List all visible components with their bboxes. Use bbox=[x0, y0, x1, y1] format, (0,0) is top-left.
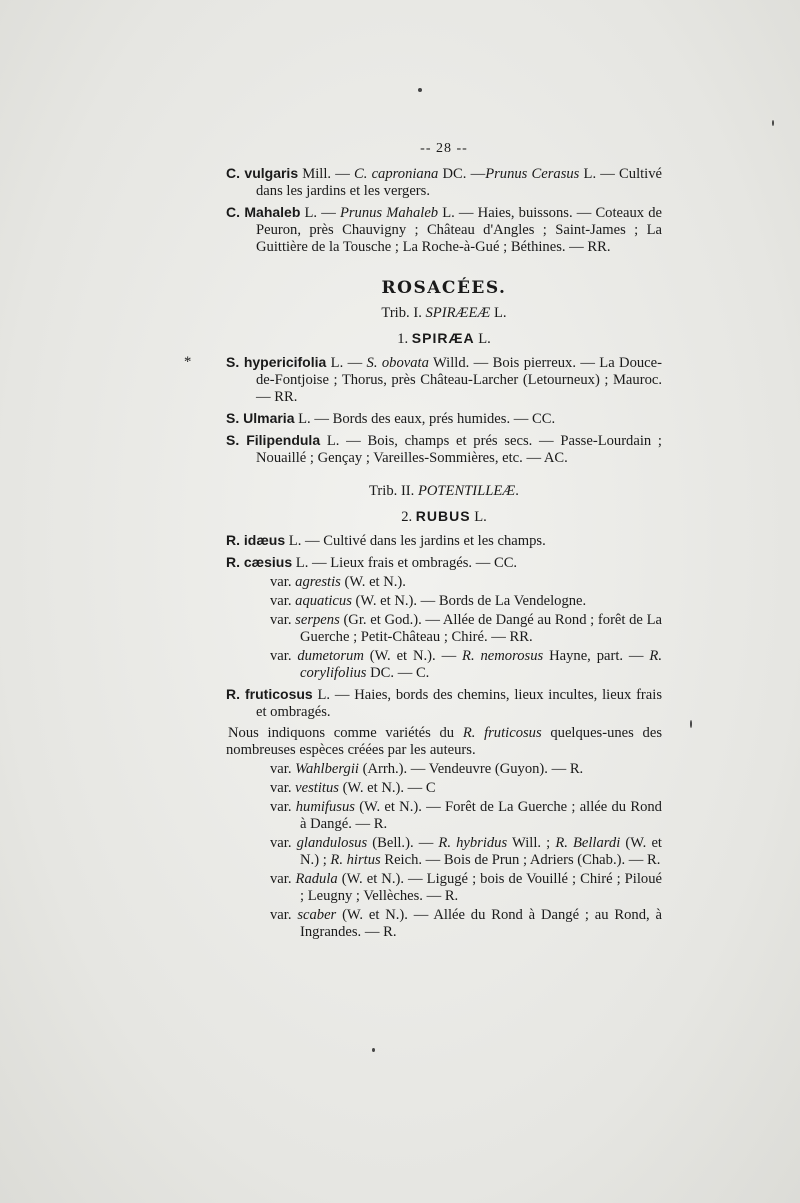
ink-speck bbox=[772, 120, 774, 126]
entry-r-idaeus: R. idæus L. — Cultivé dans les jardins et les champs. bbox=[226, 532, 546, 549]
variety-line: var. serpens (Gr. et God.). — Allée de Dangé au Rond ; forêt de La Guerche ; Petit-Château ; Chiré. — RR. bbox=[270, 612, 662, 645]
entry-s-filipendula: S. Filipendula L. — Bois, champs et prés secs. — Passe-Lourdain ; Nouaillé ; Gençay ; Vareilles-Sommières, etc. — AC. bbox=[226, 432, 662, 466]
variety-line: var. agrestis (W. et N.). bbox=[270, 574, 406, 590]
genus-heading-rubus: 2. RUBUS L. bbox=[401, 508, 487, 525]
variety-line: var. Radula (W. et N.). — Ligugé ; bois de Vouillé ; Chiré ; Piloué ; Leugny ; Vellèches. — R. bbox=[270, 871, 662, 904]
tribe-heading-2: Trib. II. POTENTILLEÆ. bbox=[369, 483, 519, 499]
taxon-name: R. idæus bbox=[226, 532, 286, 548]
taxon-name: C. vulgaris bbox=[226, 165, 299, 181]
variety-line: var. vestitus (W. et N.). — C bbox=[270, 780, 436, 796]
entry-c-vulgaris: C. vulgaris Mill. — C. caproniana DC. —Prunus Cerasus L. — Cultivé dans les jardins et les vergers. bbox=[226, 165, 663, 199]
entry-c-mahaleb: C. Mahaleb L. — Prunus Mahaleb L. — Haies, buissons. — Coteaux de Peuron, près Chauvigny ; Château d'Angles ; Saint-James ; La Guittière de la Tousche ; La Roche-à-Gué ; Béthines. — RR. bbox=[226, 204, 662, 255]
ink-speck bbox=[690, 720, 692, 728]
variety-line: var. glandulosus (Bell.). — R. hybridus Will. ; R. Bellardi (W. et N.) ; R. hirtus Reich. — Bois de Prun ; Adriers (Chab.). — R. bbox=[270, 835, 662, 868]
page-number: -- 28 -- bbox=[420, 141, 468, 156]
variety-line: var. Wahlbergii (Arrh.). — Vendeuvre (Guyon). — R. bbox=[270, 761, 584, 777]
taxon-name: C. Mahaleb bbox=[226, 204, 301, 220]
taxon-name: R. fruticosus bbox=[226, 686, 313, 702]
entry-r-fruticosus: R. fruticosus L. — Haies, bords des chemins, lieux incultes, lieux frais et ombragés. bbox=[226, 686, 662, 720]
text-column bbox=[184, 140, 663, 941]
genus-heading-spiraea: 1. SPIRÆA L. bbox=[397, 330, 491, 347]
ink-speck bbox=[418, 88, 422, 92]
taxon-name: S. Filipendula bbox=[226, 432, 321, 448]
taxon-name: R. cæsius bbox=[226, 554, 293, 570]
variety-line: var. scaber (W. et N.). — Allée du Rond à Dangé ; au Rond, à Ingrandes. — R. bbox=[270, 907, 662, 940]
tribe-heading-1: Trib. I. SPIRÆEÆ L. bbox=[381, 305, 507, 321]
entry-s-hypericifolia: * S. hypericifolia L. — S. obovata Willd. — Bois pierreux. — La Douce-de-Fontjoise ; Thorus, près Château-Larcher (Letourneux) ; Mauroc. — RR. bbox=[184, 354, 662, 405]
entry-r-caesius: R. cæsius L. — Lieux frais et ombragés. — CC. bbox=[226, 554, 518, 571]
variety-line: var. dumetorum (W. et N.). — R. nemorosus Hayne, part. — R. corylifolius DC. — C. bbox=[270, 648, 662, 681]
entry-s-ulmaria: S. Ulmaria L. — Bords des eaux, prés humides. — CC. bbox=[226, 410, 556, 427]
variety-line: var. aquaticus (W. et N.). — Bords de La Vendelogne. bbox=[270, 593, 587, 609]
taxon-name: S. Ulmaria bbox=[226, 410, 295, 426]
variety-line: var. humifusus (W. et N.). — Forêt de La Guerche ; allée du Rond à Dangé. — R. bbox=[270, 799, 662, 832]
ink-speck bbox=[372, 1048, 375, 1052]
family-heading: ROSACÉES. bbox=[381, 278, 507, 298]
taxon-name: S. hypericifolia bbox=[226, 354, 327, 370]
note-paragraph: Nous indiquons comme variétés du R. fruticosus quelques-unes des nombreuses espèces créées par les auteurs. bbox=[226, 725, 662, 758]
